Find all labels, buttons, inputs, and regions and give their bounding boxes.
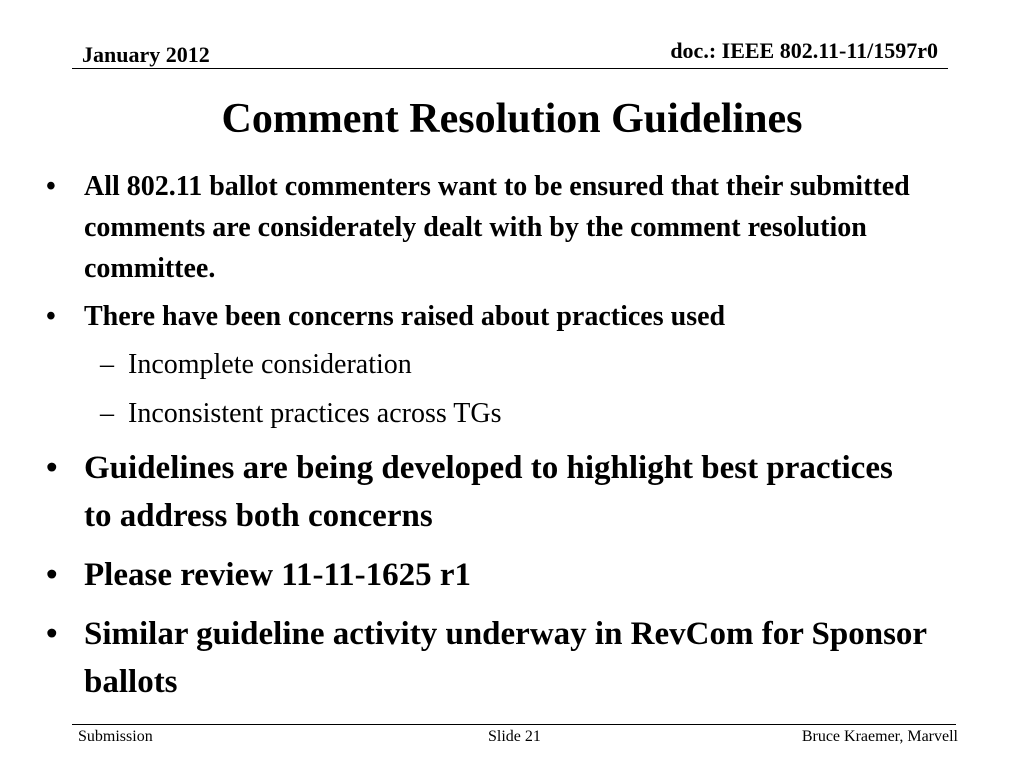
sub-bullet-item — [100, 393, 948, 434]
header-doc-id: doc.: IEEE 802.11-11/1597r0 — [670, 38, 938, 63]
bullet-marker: • — [46, 450, 58, 486]
bullet-marker: • — [46, 616, 58, 652]
bullet-marker: • — [46, 557, 58, 593]
bullet-text: Guidelines are being developed to highlight best practices to address both concerns — [84, 450, 893, 534]
sub-bullet-marker: – — [100, 398, 114, 429]
bullet-marker: • — [46, 301, 56, 332]
bullet-item — [46, 444, 924, 540]
bullet-item — [46, 610, 964, 706]
footer-slide-number: Slide 21 — [488, 728, 541, 745]
slide-title: Comment Resolution Guidelines — [221, 96, 803, 142]
header-date: January 2012 — [82, 42, 210, 67]
sub-bullet-item — [100, 344, 948, 385]
bullet-item — [46, 551, 964, 599]
bullet-text: There have been concerns raised about practices used — [84, 301, 726, 332]
bullet-marker: • — [46, 171, 56, 202]
bullet-item — [46, 166, 964, 289]
footer-author: Bruce Kraemer, Marvell — [801, 728, 958, 745]
bullet-item — [46, 296, 964, 337]
sub-bullet-marker: – — [100, 349, 114, 380]
sub-bullet-text: Incomplete consideration — [128, 349, 412, 380]
bullet-text: Similar guideline activity underway in RevCom for Sponsor ballots — [84, 616, 927, 700]
footer-divider — [72, 724, 956, 725]
sub-bullet-text: Inconsistent practices across TGs — [128, 398, 502, 429]
bullet-text: Please review 11-11-1625 r1 — [84, 557, 472, 593]
bullet-text: All 802.11 ballot commenters want to be ensured that their submitted comments are considerately dealt with by the comment resolution committee. — [84, 171, 910, 284]
footer-submission: Submission — [78, 728, 153, 745]
